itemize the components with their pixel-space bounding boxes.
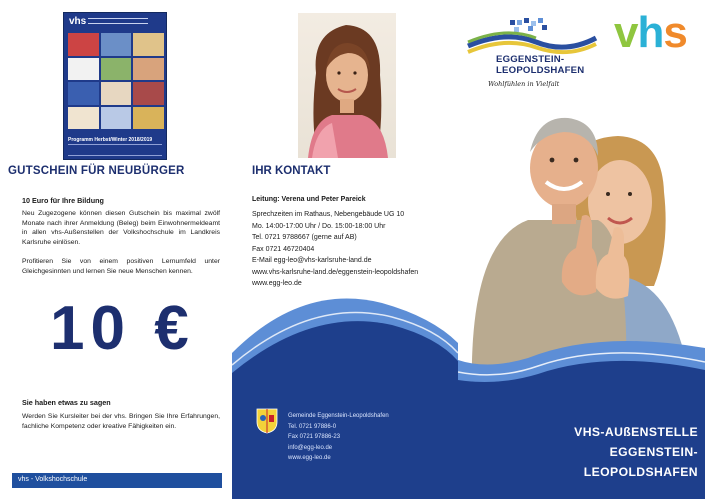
voucher-heading: GUTSCHEIN FÜR NEUBÜRGER	[8, 165, 185, 177]
community-fax: Fax 0721 97886-23	[288, 434, 341, 440]
contact-phone: Tel. 0721 9788667 (gerne auf AB)	[252, 234, 357, 241]
portrait-illustration	[298, 13, 396, 158]
office-hours-location: Sprechzeiten im Rathaus, Nebengebäude UG 10	[252, 211, 405, 218]
cover-title-line-3: LEOPOLDSHAFEN	[583, 465, 698, 479]
community-contact	[288, 411, 389, 464]
teach-heading: Sie haben etwas zu sagen	[22, 398, 111, 407]
brochure-header-lines	[88, 18, 148, 24]
cover-title-line-2: EGGENSTEIN-	[609, 445, 698, 459]
contact-details	[252, 209, 418, 290]
brochure-vhs-logo: vhs	[69, 16, 87, 27]
panel-voucher	[0, 0, 232, 499]
panel-cover	[458, 0, 705, 499]
logo-wave-icon	[466, 16, 606, 56]
voucher-paragraph-1: Neu Zugezogene können diesen Gutschein bis maximal zwölf Monate nach ihrer Anmeldung (Beleg) beim Einwohnermeldeamt in allen vhs-Außenstellen der Volkshochschule im Landkreis Karlsruhe einlösen.	[22, 210, 220, 246]
teach-text: Werden Sie Kursleiter bei der vhs. Bringen Sie Ihre Erfahrungen, fachliche Kompetenz oder kreative Fähigkeiten ein.	[22, 413, 220, 430]
voucher-amount: 10 €	[50, 294, 195, 363]
contact-portrait-photo	[298, 13, 396, 158]
contact-website-link[interactable]: www.vhs-karlsruhe-land.de/eggenstein-leopoldshafen	[252, 268, 419, 276]
community-phone: Tel. 0721 97886-0	[288, 423, 337, 430]
cover-title-line-1: VHS-AUßENSTELLE	[574, 425, 698, 439]
community-web-link[interactable]: www.egg-leo.de	[288, 455, 331, 461]
community-email-link[interactable]: info@egg-leo.de	[288, 444, 333, 451]
contact-email-link[interactable]: E-Mail egg-leo@vhs-karlsruhe-land.de	[252, 257, 372, 264]
brochure-footer-lines	[68, 144, 162, 156]
brochure-photo-grid	[68, 33, 164, 129]
community-website-link[interactable]: www.egg-leo.de	[252, 280, 302, 287]
footer-label: vhs - Volkshochschule	[18, 476, 88, 483]
logo-line-1: EGGENSTEIN-	[496, 54, 565, 65]
vhs-logo: vhs	[614, 8, 687, 57]
voucher-subheading: 10 Euro für Ihre Bildung	[22, 196, 104, 205]
logo-slogan: Wohlfühlen in Vielfalt	[488, 80, 560, 88]
community-crest-icon	[256, 408, 278, 434]
contact-heading: IHR KONTAKT	[252, 165, 331, 177]
middle-wave-background	[232, 283, 458, 499]
brochure-program-title: Programm Herbst/Winter 2018/2019	[68, 137, 153, 143]
footer-bar	[12, 473, 222, 488]
program-brochure-thumbnail	[63, 12, 167, 160]
contact-fax: Fax 0721 46720404	[252, 245, 315, 253]
panel-contact	[232, 0, 458, 499]
office-hours-times: Mo. 14:00-17:00 Uhr / Do. 15:00-18:00 Uhr	[252, 222, 386, 230]
logo-line-2: LEOPOLDSHAFEN	[496, 65, 585, 76]
voucher-paragraph-2: Profitieren Sie von einem positiven Lernumfeld unter Gleichgesinnten und lernen Sie neue Menschen kennen.	[22, 258, 220, 275]
contact-lead: Leitung: Verena und Peter Pareick	[252, 196, 366, 203]
community-name: Gemeinde Eggenstein-Leopoldshafen	[288, 413, 389, 419]
eggenstein-logo	[466, 16, 606, 91]
cover-title	[498, 422, 698, 482]
